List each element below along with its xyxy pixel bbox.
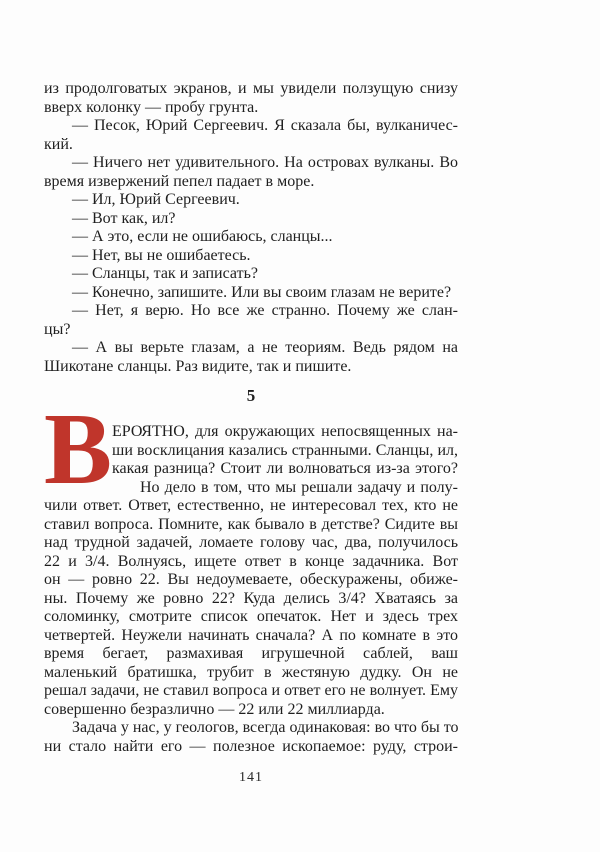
text-line: вверх колонку — пробу грунта. [44, 98, 259, 116]
text-line: четвертей. Неужели начинать сначала? А по комнате в это [44, 626, 458, 644]
text-line: кий. [44, 135, 73, 153]
text-line: ши восклицания казались странными. Сланцы, ил, [112, 441, 458, 459]
dialogue-line: — Песок, Юрий Сергеевич. Я сказала бы, вулканичес- [72, 117, 458, 134]
dialogue-line: — Сланцы, так и записать? [72, 265, 258, 282]
text-line: совершенно безразлично — 22 или 22 миллиарда. [44, 700, 385, 718]
text-line: ны. Почему же ровно 22? Куда делись 3/4? Хватаясь за [44, 589, 458, 607]
text-line: из продолговатых экранов, и мы увидели ползущую снизу [44, 80, 458, 97]
text-line: маленький братишка, трубит в жестяную дудку. Он не [44, 663, 458, 681]
dialogue-line: — Конечно, запишите. Или вы своим глазам не верите? [72, 283, 452, 301]
text-line: Шикотане сланцы. Раз видите, так и пишите. [44, 357, 352, 375]
text-line: соломинку, смотрите список опечаток. Нет и здесь трех [44, 608, 458, 625]
text-line: время бегает, размахивая игрушечной саблей, ваш [44, 645, 458, 662]
dialogue-line: — Ничего нет удивительного. На островах вулканы. Во [72, 154, 458, 171]
section-heading: 5 [246, 386, 256, 405]
text-line: 22 и 3/4. Волнуясь, ищете ответ в конце задачника. Вот [44, 552, 458, 570]
text-block [44, 80, 458, 786]
dialogue-line: — Вот как, ил? [72, 209, 176, 227]
text-line: ЕРОЯТНО, для окружающих непосвященных на- [112, 423, 458, 440]
text-line: чили ответ. Ответ, естественно, не интересовал тех, кто не [44, 497, 458, 514]
drop-cap-section [44, 393, 459, 756]
text-line: ставил вопроса. Помните, как бывало в детстве? Сидите вы [44, 515, 458, 533]
dialogue-line: — Нет, я верю. Но все же странно. Почему же слан- [72, 302, 458, 319]
text-line: Но дело в том, что мы решали задачу и полу- [140, 478, 458, 496]
text-line: решал задачи, не ставил вопроса и ответ его не волнует. Ему [44, 682, 458, 699]
text-line: Задача у нас, у геологов, всегда одинаковая: во что бы то [72, 719, 459, 736]
text-line: время извержений пепел падает в море. [44, 172, 315, 190]
text-line: какая разница? Стоит ли волноваться из-за этого? [112, 460, 458, 477]
dialogue-line: — А вы верьте глазам, а не теориям. Ведь рядом на [72, 339, 458, 356]
text-line: ни стало найти его — полезное ископаемое: руду, строи- [44, 737, 458, 755]
text-line: он — ровно 22. Вы недоумеваете, обескуражены, обиже- [44, 571, 458, 588]
text-line: над трудной задачей, ломаете голову час, два, получилось [44, 534, 458, 551]
text-line: цы? [44, 320, 71, 338]
drop-cap: В [44, 393, 113, 506]
page-number: 141 [239, 770, 263, 785]
dialogue-line: — Нет, вы не ошибаетесь. [72, 246, 251, 264]
dialogue-line: — А это, если не ошибаюсь, сланцы... [72, 228, 333, 245]
dialogue-line: — Ил, Юрий Сергеевич. [72, 191, 240, 208]
